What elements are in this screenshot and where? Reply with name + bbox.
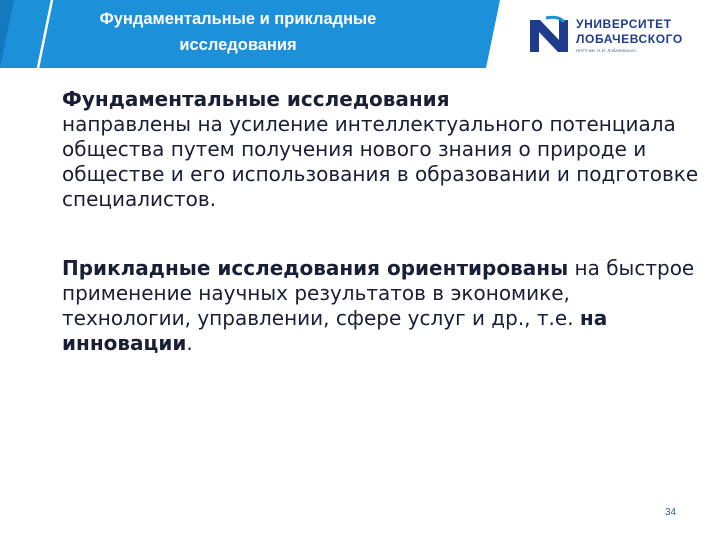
paragraph-applied <box>62 256 702 356</box>
paragraph-fundamental-lead: Фундаментальные исследования <box>62 87 450 111</box>
logo-text-line2: ЛОБАЧЕВСКОГО <box>576 32 683 46</box>
paragraph-fundamental-text: направлены на усиление интеллектуального потенциала общества путем получения нового знания о природе и обществе и его использования в образовании и подготовке специалистов. <box>62 112 699 211</box>
slide-title-line1: Фундаментальные и прикладные <box>99 10 377 28</box>
paragraph-applied-end: . <box>186 331 193 355</box>
university-logo <box>528 12 708 58</box>
slide-title <box>62 6 414 58</box>
paragraph-fundamental <box>62 87 702 212</box>
logo-tagline: ННГУ им. Н.И. Лобачевского <box>576 48 636 53</box>
paragraph-applied-lead: Прикладные исследования ориентированы <box>62 256 569 280</box>
paragraph-applied-emphasis: на инновации <box>62 306 608 355</box>
paragraph-applied-text: на быстрое применение научных результатов в экономике, технологии, управлении, сфере услуг и др., т.е. <box>62 256 695 330</box>
slide-body <box>62 87 702 356</box>
slide-title-line2: исследования <box>179 36 297 54</box>
university-n-logo-icon <box>528 12 572 58</box>
logo-text-line1: УНИВЕРСИТЕТ <box>576 17 672 31</box>
page-number: 34 <box>665 507 677 518</box>
header-banner <box>0 0 510 68</box>
